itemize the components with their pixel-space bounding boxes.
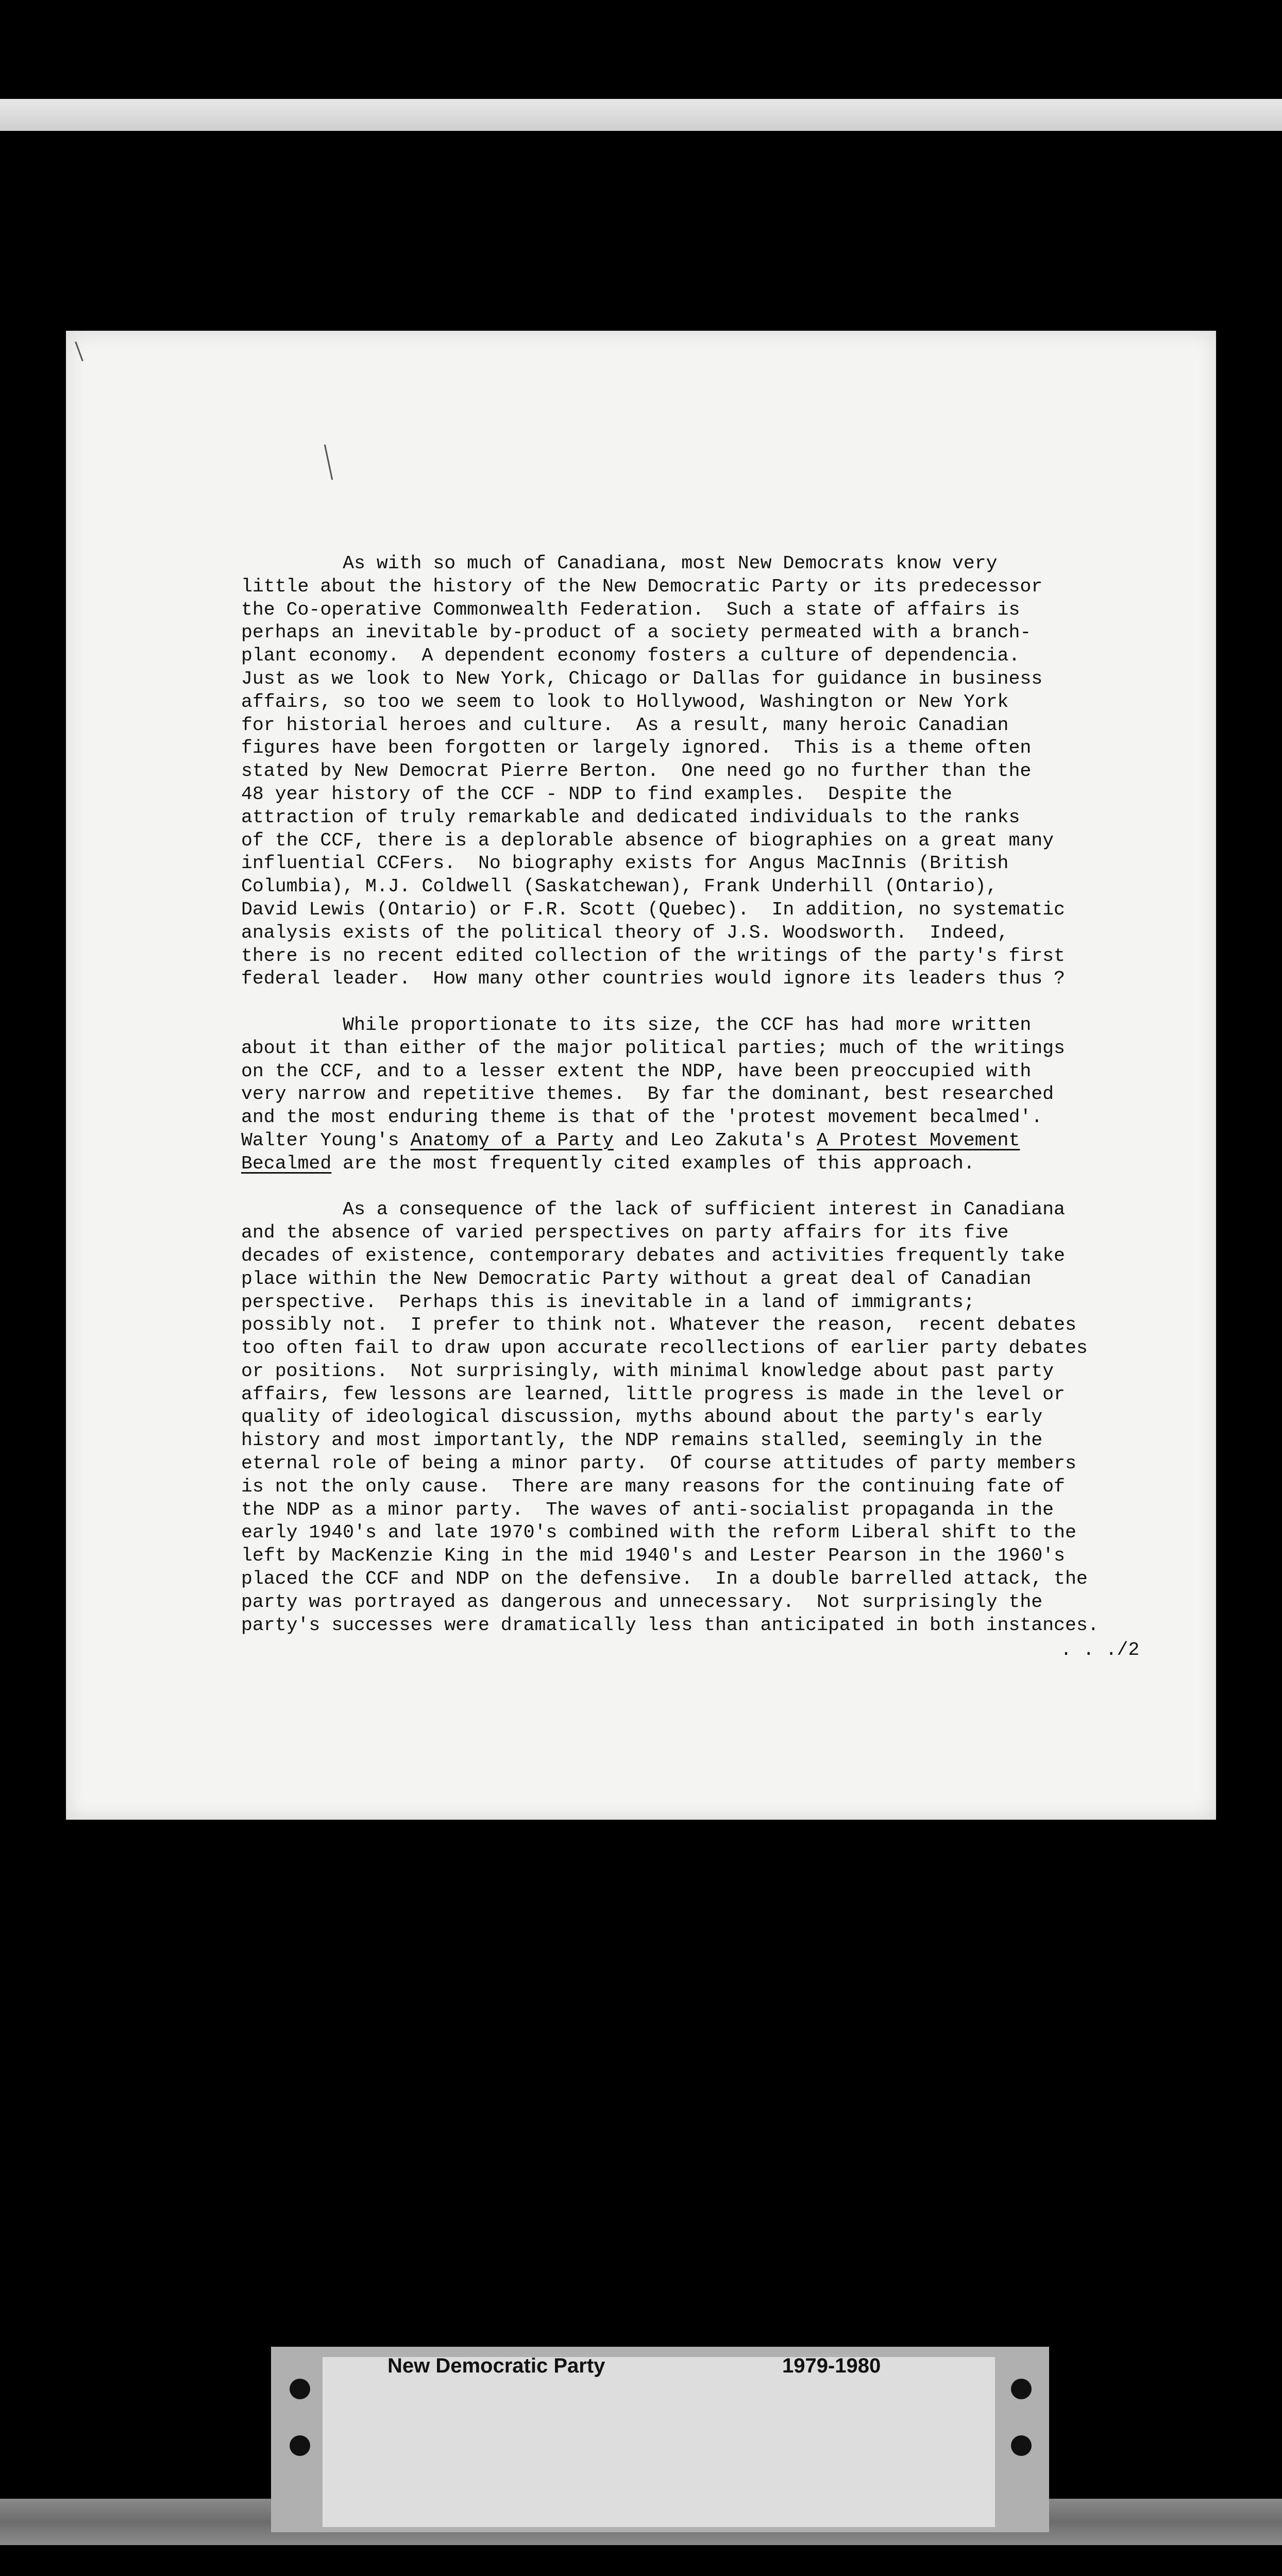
text-line: analysis exists of the political theory of J.S. Woodsworth. Indeed, bbox=[241, 922, 1009, 943]
paragraph-2 bbox=[241, 1014, 1179, 1176]
text-line: little about the history of the New Democratic Party or its predecessor bbox=[241, 575, 1043, 597]
book-title: Anatomy of a Party bbox=[410, 1129, 614, 1151]
text-line: party was portrayed as dangerous and unnecessary. Not surprisingly the bbox=[241, 1591, 1043, 1613]
text-line: attraction of truly remarkable and dedicated individuals to the ranks bbox=[241, 806, 1020, 828]
book-title: Becalmed bbox=[241, 1153, 332, 1174]
text-line: 48 year history of the CCF - NDP to find examples. Despite the bbox=[241, 783, 952, 805]
text-line: stated by New Democrat Pierre Berton. One need go no further than the bbox=[241, 760, 1032, 782]
punch-hole-icon bbox=[290, 2379, 310, 2399]
scan-mark bbox=[75, 342, 83, 362]
text-line: the Co-operative Commonwealth Federation. Such a state of affairs is bbox=[241, 599, 1020, 620]
text-line: federal leader. How many other countries would ignore its leaders thus ? bbox=[241, 968, 1065, 990]
paragraph-1 bbox=[241, 552, 1179, 991]
text-line: decades of existence, contemporary debates and activities frequently take bbox=[241, 1245, 1065, 1266]
text-line-references bbox=[241, 1153, 1179, 1176]
text-line: place within the New Democratic Party without a great deal of Canadian bbox=[241, 1268, 1032, 1290]
text-line: eternal role of being a minor party. Of course attitudes of party members bbox=[241, 1453, 1076, 1475]
text-line: too often fail to draw upon accurate recollections of earlier party debates bbox=[241, 1337, 1088, 1359]
page-continuation: . . ./2 bbox=[1060, 1639, 1140, 1660]
text-line: of the CCF, there is a deplorable absence of biographies on a great many bbox=[241, 829, 1054, 851]
text-line: is not the only cause. There are many reasons for the continuing fate of bbox=[241, 1476, 1065, 1497]
text-line: figures have been forgotten or largely ignored. This is a theme often bbox=[241, 737, 1032, 759]
letter-body bbox=[241, 552, 1179, 1637]
punch-hole-icon bbox=[1011, 2379, 1032, 2399]
text-line: for historial heroes and culture. As a result, many heroic Canadian bbox=[241, 714, 1009, 736]
text-line: early 1940's and late 1970's combined with the reform Liberal shift to the bbox=[241, 1522, 1076, 1544]
text-line: plant economy. A dependent economy fosters a culture of dependencia. bbox=[241, 645, 1020, 667]
archive-card-label bbox=[323, 2357, 995, 2527]
text-fragment: Walter Young's bbox=[241, 1129, 411, 1151]
text-line: quality of ideological discussion, myths abound about the party's early bbox=[241, 1406, 1043, 1428]
text-line: or positions. Not surprisingly, with minimal knowledge about past party bbox=[241, 1360, 1054, 1382]
punch-hole-icon bbox=[290, 2435, 310, 2456]
text-line: about it than either of the major political parties; much of the writings bbox=[241, 1037, 1065, 1059]
text-line: party's successes were dramatically less than anticipated in both instances. bbox=[241, 1614, 1099, 1636]
text-line: there is no recent edited collection of the writings of the party's first bbox=[241, 945, 1065, 967]
text-line: While proportionate to its size, the CCF has had more written bbox=[241, 1014, 1032, 1036]
text-line: possibly not. I prefer to think not. Whatever the reason, recent debates bbox=[241, 1314, 1076, 1336]
text-line: influential CCFers. No biography exists for Angus MacInnis (British bbox=[241, 853, 1009, 874]
text-fragment: are the most frequently cited examples of this approach. bbox=[331, 1153, 975, 1174]
text-line: and the absence of varied perspectives on party affairs for its five bbox=[241, 1222, 1009, 1244]
text-line: As with so much of Canadiana, most New Democrats know very bbox=[241, 553, 998, 574]
text-fragment: and Leo Zakuta's bbox=[613, 1129, 817, 1151]
document-page bbox=[66, 331, 1216, 1820]
text-line: Columbia), M.J. Coldwell (Saskatchewan), Frank Underhill (Ontario), bbox=[241, 876, 998, 897]
text-line: left by MacKenzie King in the mid 1940's and Lester Pearson in the 1960's bbox=[241, 1545, 1065, 1567]
text-line: on the CCF, and to a lesser extent the NDP, have been preoccupied with bbox=[241, 1060, 1032, 1082]
archive-card-years: 1979-1980 bbox=[782, 2354, 881, 2377]
text-line: As a consequence of the lack of sufficient interest in Canadiana bbox=[241, 1199, 1065, 1221]
text-line: and the most enduring theme is that of the 'protest movement becalmed'. bbox=[241, 1107, 1043, 1128]
text-line: very narrow and repetitive themes. By far the dominant, best researched bbox=[241, 1083, 1054, 1105]
text-line: affairs, few lessons are learned, little progress is made in the level or bbox=[241, 1383, 1065, 1405]
book-title: A Protest Movement bbox=[817, 1129, 1020, 1151]
text-line: history and most importantly, the NDP remains stalled, seemingly in the bbox=[241, 1430, 1043, 1451]
scan-mark bbox=[324, 444, 333, 480]
text-line: Just as we look to New York, Chicago or Dallas for guidance in business bbox=[241, 668, 1043, 689]
text-line: perspective. Perhaps this is inevitable in a land of immigrants; bbox=[241, 1291, 975, 1313]
text-line: placed the CCF and NDP on the defensive. In a double barrelled attack, the bbox=[241, 1568, 1088, 1590]
archive-card-title: New Democratic Party bbox=[387, 2354, 605, 2377]
text-line: perhaps an inevitable by-product of a society permeated with a branch- bbox=[241, 622, 1032, 643]
text-line-references bbox=[241, 1129, 1179, 1153]
text-line: the NDP as a minor party. The waves of anti-socialist propaganda in the bbox=[241, 1499, 1054, 1520]
text-line: affairs, so too we seem to look to Hollywood, Washington or New York bbox=[241, 691, 1009, 713]
text-line: David Lewis (Ontario) or F.R. Scott (Quebec). In addition, no systematic bbox=[241, 899, 1065, 920]
punch-hole-icon bbox=[1011, 2435, 1032, 2456]
paragraph-3 bbox=[241, 1198, 1179, 1637]
film-top-strip bbox=[0, 99, 1282, 131]
